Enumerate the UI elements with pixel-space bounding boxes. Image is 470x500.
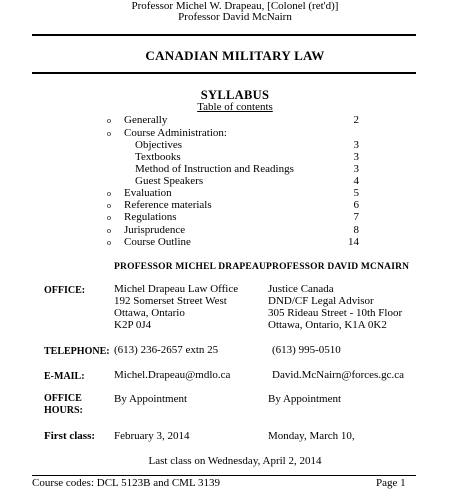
office-hours-label: OFFICE xyxy=(44,393,82,404)
office-hours-label-2: HOURS: xyxy=(44,405,83,416)
toc-item-page: 7 xyxy=(353,211,359,223)
toc-item-label: Course Outline xyxy=(124,236,191,248)
mcnairn-office-line: Justice Canada xyxy=(268,283,334,295)
bullet-icon: o xyxy=(107,201,111,210)
bullet-icon: o xyxy=(107,189,111,198)
toc-item-page: 5 xyxy=(353,187,359,199)
toc-item-page: 14 xyxy=(348,236,359,248)
drapeau-office-hours: By Appointment xyxy=(114,393,188,405)
mcnairn-office-line: DND/CF Legal Advisor xyxy=(268,295,374,307)
toc-item-label: Regulations xyxy=(124,211,177,223)
title-divider xyxy=(32,72,416,74)
bullet-icon: o xyxy=(107,116,111,125)
telephone-label: TELEPHONE: xyxy=(44,346,110,357)
drapeau-office-line: 192 Somerset Street West xyxy=(114,295,227,307)
drapeau-first-class: February 3, 2014 xyxy=(114,430,190,442)
email-label: E-MAIL: xyxy=(44,371,85,382)
footer-page-number: Page 1 xyxy=(376,477,406,489)
last-class: Last class on Wednesday, April 2, 2014 xyxy=(148,455,322,467)
drapeau-office-line: Ottawa, Ontario xyxy=(114,307,185,319)
drapeau-office-line: Michel Drapeau Law Office xyxy=(114,283,239,295)
mcnairn-email[interactable]: David.McNairn@forces.gc.ca xyxy=(272,369,404,381)
bullet-icon: o xyxy=(107,129,111,138)
mcnairn-office-line: 305 Rideau Street - 10th Floor xyxy=(268,307,403,319)
course-title: CANADIAN MILITARY LAW xyxy=(145,48,325,63)
mcnairn-office-line: Ottawa, Ontario, K1A 0K2 xyxy=(268,319,387,331)
bullet-icon: o xyxy=(107,238,111,247)
toc-item-label: Generally xyxy=(124,114,168,126)
header-professor-line-1: Professor Michel W. Drapeau, [Colonel (ret'd)] xyxy=(131,0,339,12)
first-class-label: First class: xyxy=(44,430,96,442)
footer-course-codes: Course codes: DCL 5123B and CML 3139 xyxy=(32,477,221,489)
syllabus-title: SYLLABUS xyxy=(200,88,270,102)
toc-item-label: Jurisprudence xyxy=(124,224,186,236)
header-professor-line-2: Professor David McNairn xyxy=(178,11,292,23)
office-label: OFFICE: xyxy=(44,285,86,296)
toc-heading: Table of contents xyxy=(197,101,273,113)
toc-item-page: 3 xyxy=(353,163,359,175)
toc-item-label: Course Administration: xyxy=(124,127,227,139)
toc-item-page: 6 xyxy=(353,199,359,211)
toc-subitem-label: Method of Instruction and Readings xyxy=(135,163,294,175)
toc-item-page: 4 xyxy=(353,175,359,187)
mcnairn-office-hours: By Appointment xyxy=(268,393,342,405)
drapeau-telephone: (613) 236-2657 extn 25 xyxy=(114,344,219,356)
professor-drapeau-heading: PROFESSOR MICHEL DRAPEAU xyxy=(114,262,267,272)
drapeau-office-line: K2P 0J4 xyxy=(114,319,152,331)
toc-item-page: 3 xyxy=(353,139,359,151)
toc-item-label: Reference materials xyxy=(124,199,212,211)
mcnairn-first-class: Monday, March 10, xyxy=(268,430,355,442)
toc-subitem-label: Guest Speakers xyxy=(135,175,204,187)
toc-item-page: 2 xyxy=(353,114,359,126)
toc-item-page: 8 xyxy=(353,224,359,236)
bullet-icon: o xyxy=(107,213,111,222)
professor-mcnairn-heading: PROFESSOR DAVID MCNAIRN xyxy=(266,262,410,272)
mcnairn-telephone: (613) 995-0510 xyxy=(272,344,341,356)
toc-subitem-label: Textbooks xyxy=(135,151,181,163)
drapeau-email[interactable]: Michel.Drapeau@mdlo.ca xyxy=(114,369,231,381)
bullet-icon: o xyxy=(107,226,111,235)
toc-item-page: 3 xyxy=(353,151,359,163)
footer-divider xyxy=(32,475,416,476)
top-divider xyxy=(32,34,416,36)
toc-subitem-label: Objectives xyxy=(135,139,183,151)
toc-item-label: Evaluation xyxy=(124,187,172,199)
